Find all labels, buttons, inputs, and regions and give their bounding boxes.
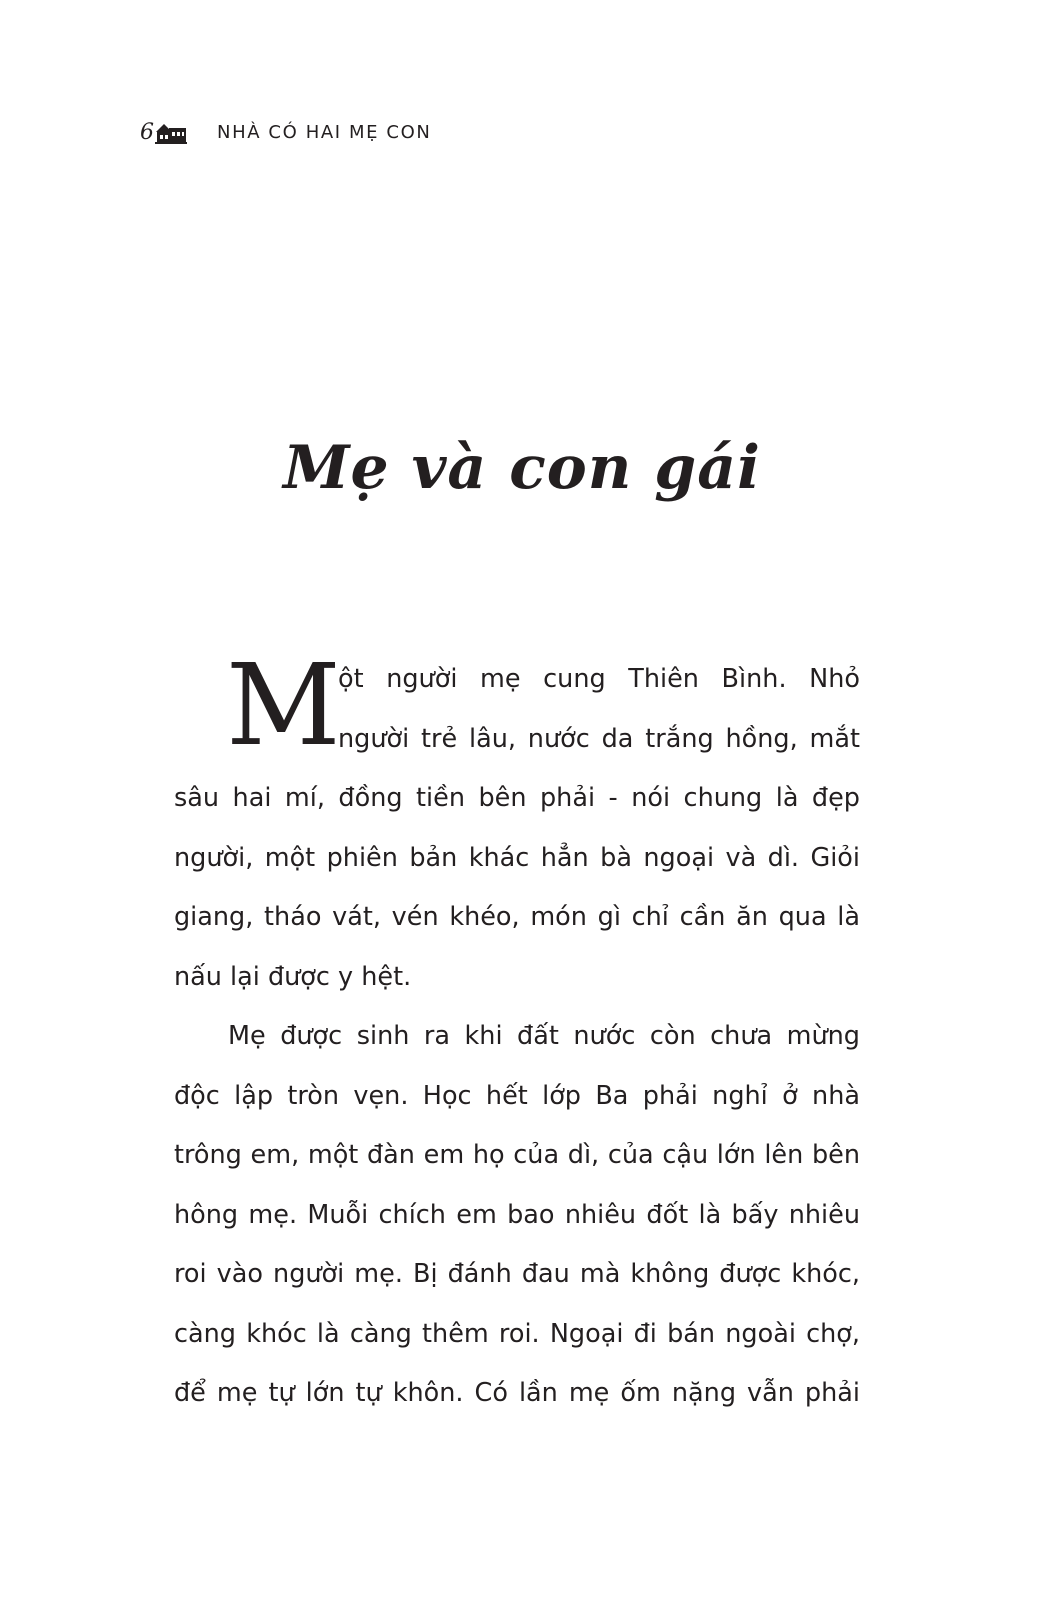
paragraph-line: càng khóc là càng thêm roi. Ngoại đi bán ngoài chợ, (174, 1318, 860, 1349)
page-number: 6 (140, 120, 154, 145)
paragraph-line: roi vào người mẹ. Bị đánh đau mà không được khóc, (174, 1259, 860, 1289)
chapter-title: Mẹ và con gái (283, 433, 761, 504)
paragraph-2 (174, 1007, 860, 1424)
running-title: NHÀ CÓ HAI MẸ CON (217, 122, 432, 143)
paragraph-line: trông em, một đàn em họ của dì, của cậu lớn lên bên (174, 1140, 860, 1170)
paragraph-line: sâu hai mí, đồng tiền bên phải - nói chung là đẹp (174, 783, 860, 813)
paragraph-line: người, một phiên bản khác hẳn bà ngoại và dì. Giỏi (174, 842, 860, 873)
paragraph-line: độc lập tròn vẹn. Học hết lớp Ba phải nghỉ ở nhà (174, 1080, 860, 1111)
running-header (140, 118, 431, 148)
body-text (174, 641, 860, 1424)
paragraph-line: hông mẹ. Muỗi chích em bao nhiêu đốt là bấy nhiêu (174, 1199, 860, 1230)
paragraph-line: người trẻ lâu, nước da trắng hồng, mắt (338, 723, 860, 754)
paragraph-line: để mẹ tự lớn tự khôn. Có lần mẹ ốm nặng vẫn phải (174, 1378, 860, 1408)
paragraph-line: Mẹ được sinh ra khi đất nước còn chưa mừng (228, 1021, 860, 1051)
paragraph-line: nấu lại được y hệt. (174, 961, 412, 992)
house-icon (155, 122, 187, 144)
drop-cap: M (226, 641, 341, 771)
paragraph-line: giang, tháo vát, vén khéo, món gì chỉ cần ăn qua là (174, 902, 860, 932)
paragraph-line: ột người mẹ cung Thiên Bình. Nhỏ (338, 664, 860, 694)
paragraph-1 (174, 641, 860, 1007)
